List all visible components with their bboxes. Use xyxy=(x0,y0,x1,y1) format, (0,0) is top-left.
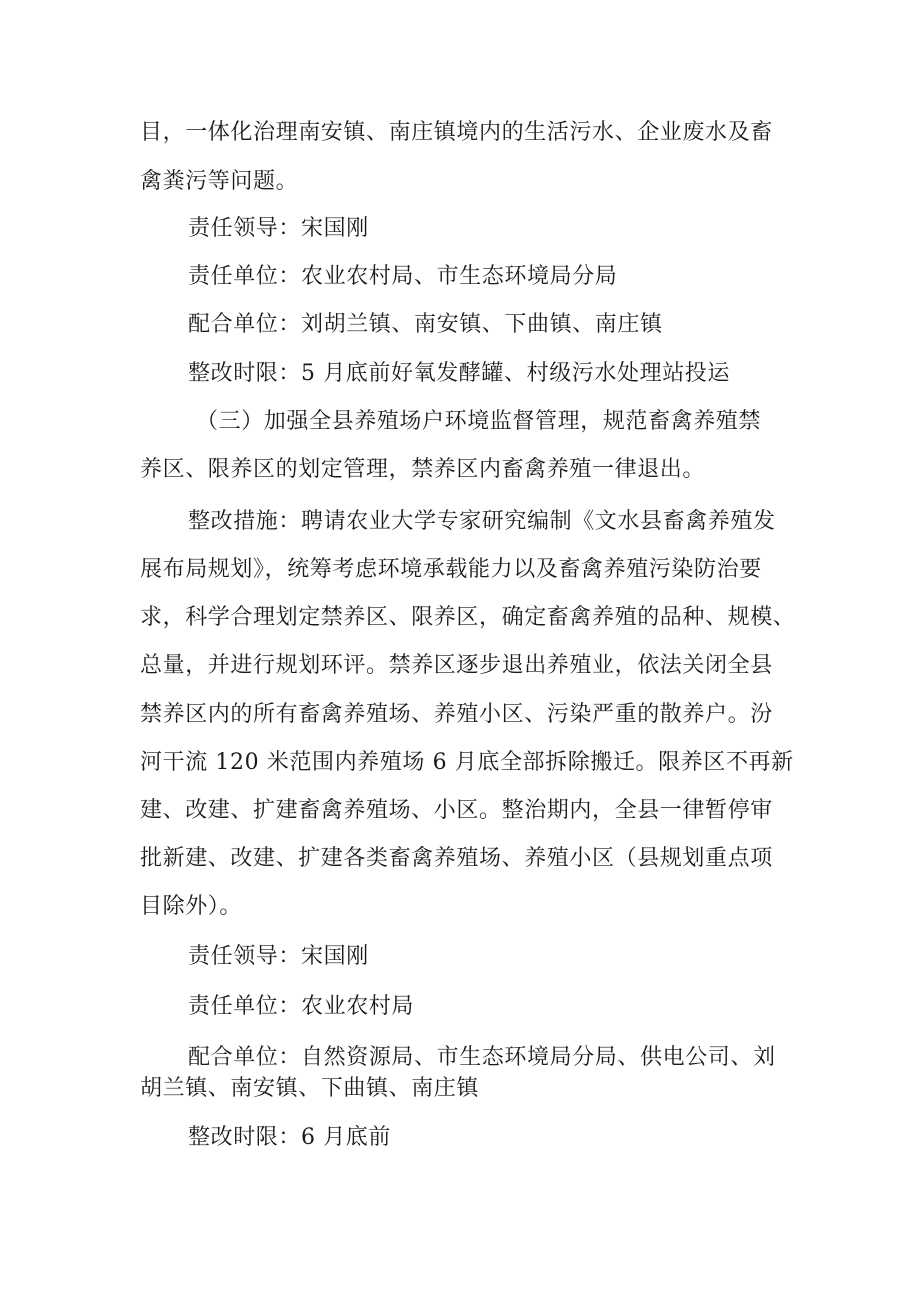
measures-line-8: 批新建、改建、扩建各类畜禽养殖场、养殖小区（县规划重点项 xyxy=(140,846,773,871)
cooperating-unit-2-cont: 胡兰镇、南安镇、下曲镇、南庄镇 xyxy=(140,1076,480,1101)
measures-line-1: 整改措施：聘请农业大学专家研究编制《文水县畜禽养殖发 xyxy=(188,509,776,534)
responsible-unit-2: 责任单位：农业农村局 xyxy=(188,994,415,1019)
deadline-2: 整改时限：6 月底前 xyxy=(188,1125,391,1150)
responsible-unit-1: 责任单位：农业农村局、市生态环境局分局 xyxy=(188,264,618,289)
section-heading-3: （三）加强全县养殖场户环境监督管理，规范畜禽养殖禁 xyxy=(196,409,762,434)
measures-line-5: 禁养区内的所有畜禽养殖场、养殖小区、污染严重的散养户。汾 xyxy=(140,702,773,727)
cooperating-unit-1: 配合单位：刘胡兰镇、南安镇、下曲镇、南庄镇 xyxy=(188,312,663,337)
responsible-leader-2: 责任领导：宋国刚 xyxy=(188,944,369,969)
deadline-1: 整改时限：5 月底前好氧发酵罐、村级污水处理站投运 xyxy=(188,361,730,386)
measures-line-2: 展布局规划》，统筹考虑环境承载能力以及畜禽养殖污染防治要 xyxy=(140,557,762,582)
text-line-1: 目，一体化治理南安镇、南庄镇境内的生活污水、企业废水及畜 xyxy=(140,120,773,145)
measures-line-7: 建、改建、扩建畜禽养殖场、小区。整治期内，全县一律暂停审 xyxy=(140,798,773,823)
measures-line-6: 河干流 120 米范围内养殖场 6 月底全部拆除搬迁。限养区不再新 xyxy=(140,750,794,775)
measures-line-9: 目除外）。 xyxy=(140,894,243,919)
responsible-leader-1: 责任领导：宋国刚 xyxy=(188,216,369,241)
measures-line-4: 总量，并进行规划环评。禁养区逐步退出养殖业，依法关闭全县 xyxy=(140,653,773,678)
cooperating-unit-2: 配合单位：自然资源局、市生态环境局分局、供电公司、刘 xyxy=(188,1045,776,1070)
text-line-8: 养区、限养区的划定管理，禁养区内畜禽养殖一律退出。 xyxy=(140,457,706,482)
text-line-2: 禽粪污等问题。 xyxy=(140,169,299,194)
measures-line-3: 求，科学合理划定禁养区、限养区，确定畜禽养殖的品种、规模、 xyxy=(140,605,796,630)
